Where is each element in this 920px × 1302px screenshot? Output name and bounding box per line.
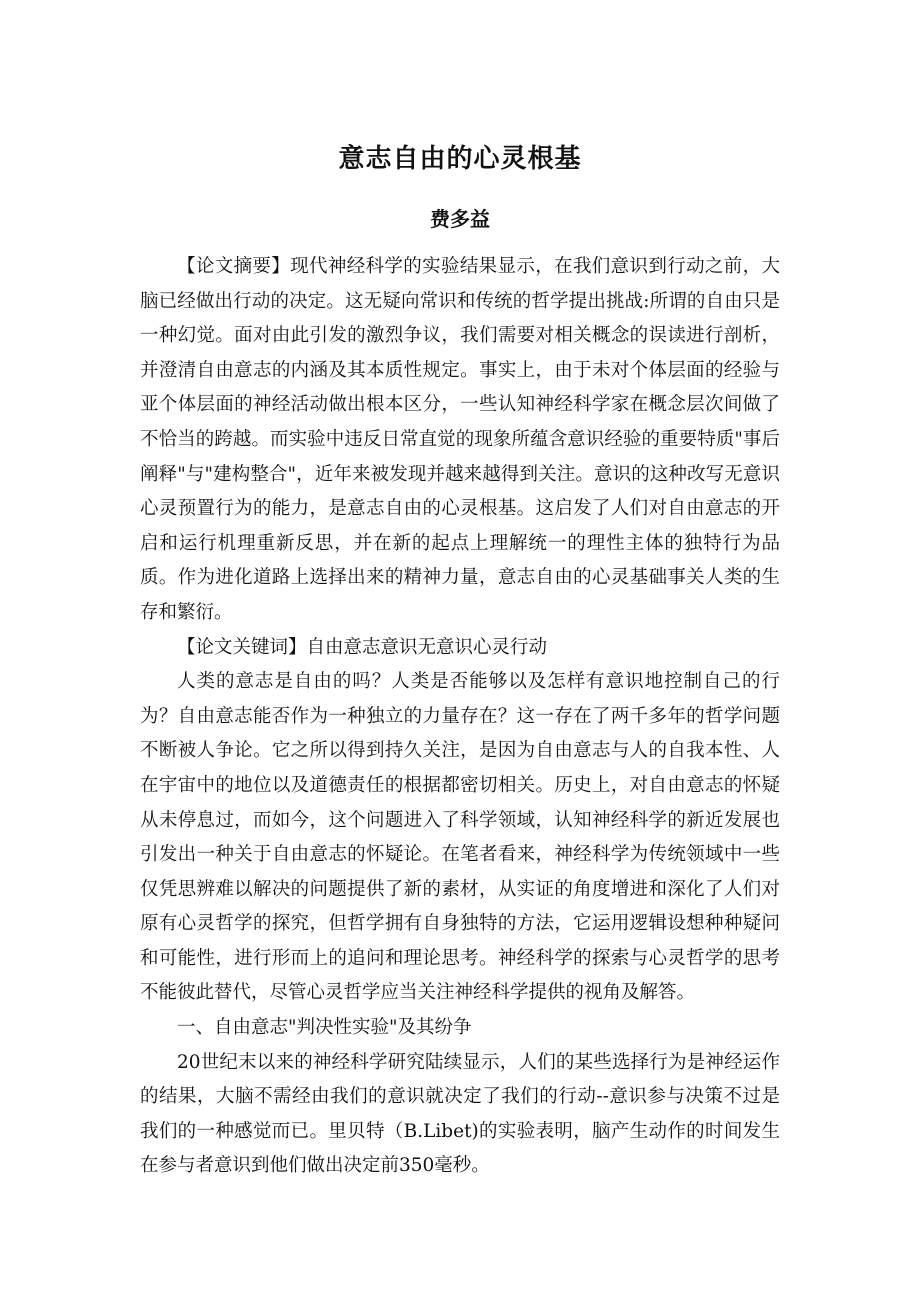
body-paragraph: 20世纪末以来的神经科学研究陆续显示，人们的某些选择行为是神经运作的结果，大脑不需经由我们的意识就决定了我们的行动--意识参与决策不过是我们的一种感觉而已。里贝特（B.Libet)的实验表明，脑产生动作的时间发生在参与者意识到他们做出决定前350毫秒。: [140, 1051, 780, 1177]
keywords-paragraph: 【论文关键词】自由意志意识无意识心灵行动: [177, 636, 548, 658]
author-name: 费多益: [430, 207, 490, 231]
body-paragraph: 人类的意志是自由的吗？人类是否能够以及怎样有意识地控制自己的行为？自由意志能否作为一种独立的力量存在？这一存在了两千多年的哲学问题不断被人争论。它之所以得到持久关注，是因为自由意志与人的自我本性、人在宇宙中的地位以及道德责任的根据都密切相关。历史上，对自由意志的怀疑从未停息过，而如今，这个问题进入了科学领域，认知神经科学的新近发展也引发出一种关于自由意志的怀疑论。在笔者看来，神经科学为传统领域中一些仅凭思辨难以解决的问题提供了新的素材，从实证的角度增进和深化了人们对原有心灵哲学的探究，但哲学拥有自身独特的方法，它运用逻辑设想种种疑问和可能性，进行形而上的追问和理论思考。神经科学的探索与心灵哲学的思考不能彼此替代，尽管心灵哲学应当关注神经科学提供的视角及解答。: [140, 671, 780, 1004]
document-title: 意志自由的心灵根基: [338, 144, 582, 174]
abstract-paragraph: 【论文摘要】现代神经科学的实验结果显示，在我们意识到行动之前，大脑已经做出行动的决定。这无疑向常识和传统的哲学提出挑战:所谓的自由只是一种幻觉。面对由此引发的激烈争议，我们需要对相关概念的误读进行剖析，并澄清自由意志的内涵及其本质性规定。事实上，由于未对个体层面的经验与亚个体层面的神经活动做出根本区分，一些认知神经科学家在概念层次间做了不恰当的跨越。而实验中违反日常直觉的现象所蕴含意识经验的重要特质"事后阐释"与"建构整合"，近年来被发现并越来越得到关注。意识的这种改写无意识心灵预置行为的能力，是意志自由的心灵根基。这启发了人们对自由意志的开启和运行机理重新反思，并在新的起点上理解统一的理性主体的独特行为品质。作为进化道路上选择出来的精神力量，意志自由的心灵基础事关人类的生存和繁衍。: [140, 256, 780, 623]
document-body: [140, 250, 780, 1184]
section-heading: 一、自由意志"判决性实验"及其纷争: [177, 1017, 472, 1039]
